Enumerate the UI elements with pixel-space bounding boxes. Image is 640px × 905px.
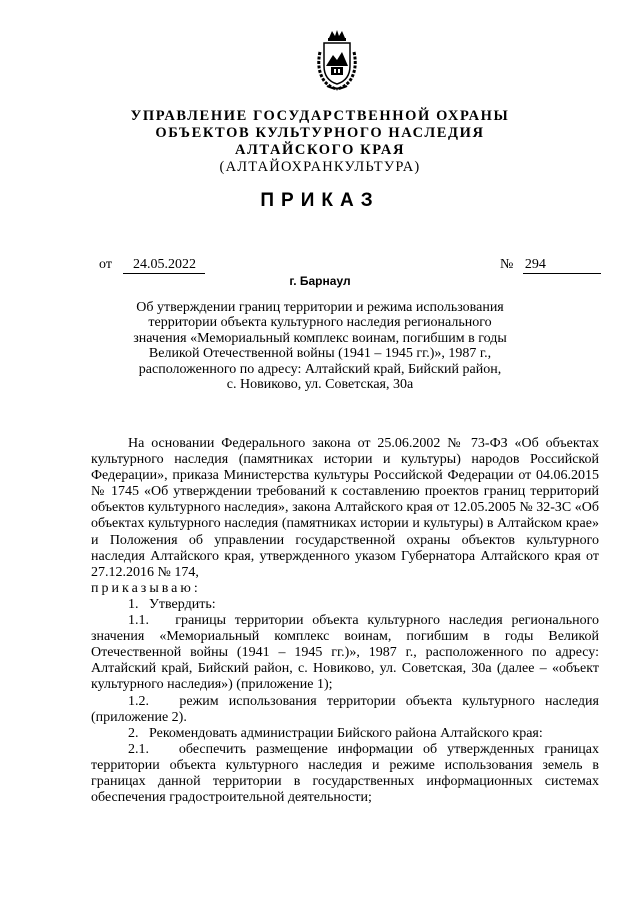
list-item: 1.1. границы территории объекта культурного наследия регионального значения «Мемориальный комплекс воинам, погибшим в годы Великой Отечественной войны (1941 – 1945 гг.)», 1987 г., расположенного по адресу: Алтайский край, Бийский район, с. Новиково, ул. Советская, 30а (далее – «объект культурного наследия») (приложение 1); bbox=[91, 613, 599, 693]
subject-line: Об утверждении границ территории и режима использования bbox=[136, 300, 504, 315]
subject-line: значения «Мемориальный комплекс воинам, погибшим в годы bbox=[133, 330, 507, 346]
subject-line: расположенного по адресу: Алтайский край, Бийский район, bbox=[138, 361, 502, 377]
list-item: 1. Утвердить: bbox=[128, 596, 216, 612]
org-name-line: ОБЪЕКТОВ КУЛЬТУРНОГО НАСЛЕДИЯ bbox=[155, 125, 485, 141]
subject-line: с. Новиково, ул. Советская, 30а bbox=[226, 377, 414, 393]
org-name-line: УПРАВЛЕНИЕ ГОСУДАРСТВЕННОЙ ОХРАНЫ bbox=[130, 108, 510, 124]
coat-of-arms-emblem bbox=[311, 28, 363, 92]
list-item: 2.1. обеспечить размещение информации об утвержденных границах территории объекта культурного наследия и режиме использования земель в границах данной территории в государственных информационных системах обеспечения градостроительной деятельности; bbox=[91, 741, 599, 806]
subject-line: территории объекта культурного наследия регионального bbox=[148, 315, 492, 331]
date-label: от bbox=[99, 257, 112, 272]
order-number bbox=[500, 257, 601, 274]
number-label: № bbox=[500, 257, 514, 272]
preamble-paragraph: На основании Федерального закона от 25.06.2002 № 73-ФЗ «Об объектах культурного наследия (памятниках истории и культуры) народов Российской Федерации», приказа Министерства культуры Российской Федерации от 04.06.2015 № 1745 «Об утверждении требований к составлению проектов границ территорий объектов культурного наследия», закона Алтайского края от 12.05.2005 № 32-ЗС «Об объектах культурного наследия (памятниках истории и культуры) в Алтайском крае» и Положения об управлении государственной охраны объектов культурного наследия Алтайского края, утвержденного указом Губернатора Алтайского края от 27.12.2016 № 174, bbox=[91, 436, 599, 580]
order-word: приказываю: bbox=[91, 580, 201, 596]
list-item: 2. Рекомендовать администрации Бийского района Алтайского края: bbox=[128, 725, 543, 741]
organization-name bbox=[0, 108, 640, 176]
org-short-name: (АЛТАЙОХРАНКУЛЬТУРА) bbox=[219, 159, 421, 175]
order-subject bbox=[120, 300, 520, 392]
order-date bbox=[99, 257, 205, 274]
number-value: 294 bbox=[523, 257, 601, 274]
subject-line: Великой Отечественной войны (1941 – 1945 гг.)», 1987 г., bbox=[148, 346, 492, 362]
document-body bbox=[91, 436, 599, 806]
date-value: 24.05.2022 bbox=[123, 257, 205, 274]
list-item: 1.2. режим использования территории объекта культурного наследия (приложение 2). bbox=[91, 693, 599, 725]
city-name: г. Барнаул bbox=[289, 274, 351, 288]
document-title: ПРИКАЗ bbox=[260, 190, 380, 211]
org-name-line: АЛТАЙСКОГО КРАЯ bbox=[234, 142, 406, 158]
